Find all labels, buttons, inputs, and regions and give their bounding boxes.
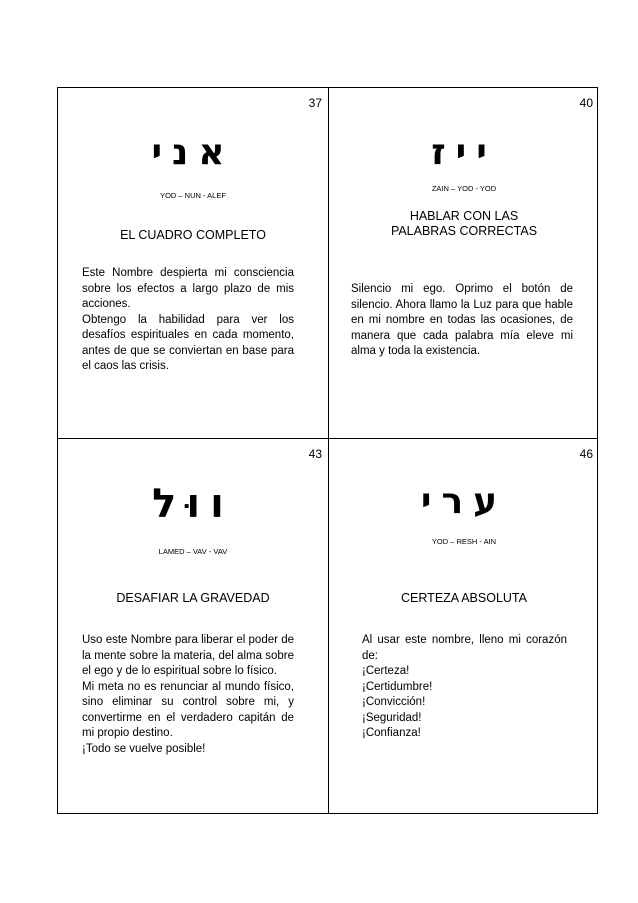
card-paragraph: Obtengo la habilidad para ver los desafíos espirituales en cada momento, antes de que se conviertan en base para el caos las crisis. bbox=[82, 313, 294, 372]
transliteration: YOD – NUN - ALEF bbox=[160, 191, 226, 200]
card-body bbox=[82, 633, 294, 757]
transliteration: YOD – RESH - AIN bbox=[431, 537, 497, 546]
exclamation-item: ¡Certidumbre! bbox=[362, 680, 433, 693]
card-title: HABLAR CON LAS PALABRAS CORRECTAS bbox=[390, 209, 538, 238]
card-title: EL CUADRO COMPLETO bbox=[120, 228, 266, 242]
card-body bbox=[362, 633, 567, 742]
exclamation-item: ¡Certeza! bbox=[362, 665, 410, 677]
exclamation-item: ¡Confianza! bbox=[362, 727, 421, 739]
card-number: 37 bbox=[308, 96, 322, 110]
card-paragraph: ¡Todo se vuelve posible! bbox=[82, 742, 206, 755]
card-paragraph: Este Nombre despierta mi consciencia sobre los efectos a largo plazo de mis acciones. bbox=[82, 267, 294, 310]
exclamation-item: ¡Convicción! bbox=[362, 696, 426, 708]
card-body bbox=[82, 266, 294, 375]
card-paragraph: Mi meta no es renunciar al mundo físico, sino eliminar su control sobre mi, y convertirme en el verdadero capitán de mi propio destino. bbox=[82, 680, 294, 739]
hebrew-letters: ווּל bbox=[152, 481, 234, 527]
hebrew-letters: ייז bbox=[431, 132, 497, 173]
exclamation-item: ¡Seguridad! bbox=[362, 711, 422, 724]
card-number: 43 bbox=[308, 447, 322, 461]
card-paragraph: Silencio mi ego. Oprimo el botón de silencio. Ahora llamo la Luz para que hable en mi nombre en todas las ocasiones, de manera que cada palabra mía eleve mi alma y toda la existencia. bbox=[351, 283, 573, 357]
card-body bbox=[351, 282, 573, 360]
card-37 bbox=[58, 88, 328, 438]
card-title: CERTEZA ABSOLUTA bbox=[401, 591, 527, 605]
card-number: 46 bbox=[579, 447, 593, 461]
cards-table bbox=[57, 87, 598, 814]
transliteration: ZAIN – YOD - YOD bbox=[431, 184, 497, 193]
hebrew-letters: אני bbox=[151, 132, 235, 173]
hebrew-letters: ערי bbox=[420, 481, 508, 522]
card-43 bbox=[58, 439, 328, 815]
card-intro: Al usar este nombre, lleno mi corazón de: bbox=[362, 634, 567, 662]
card-number: 40 bbox=[579, 96, 593, 110]
card-46 bbox=[329, 439, 599, 815]
transliteration: LAMED – VAV - VAV bbox=[158, 547, 228, 556]
card-paragraph: Uso este Nombre para liberar el poder de la mente sobre la materia, del alma sobre el ego y de lo espiritual sobre lo físico. bbox=[82, 634, 294, 677]
card-title: DESAFIAR LA GRAVEDAD bbox=[116, 591, 270, 605]
card-40 bbox=[329, 88, 599, 438]
